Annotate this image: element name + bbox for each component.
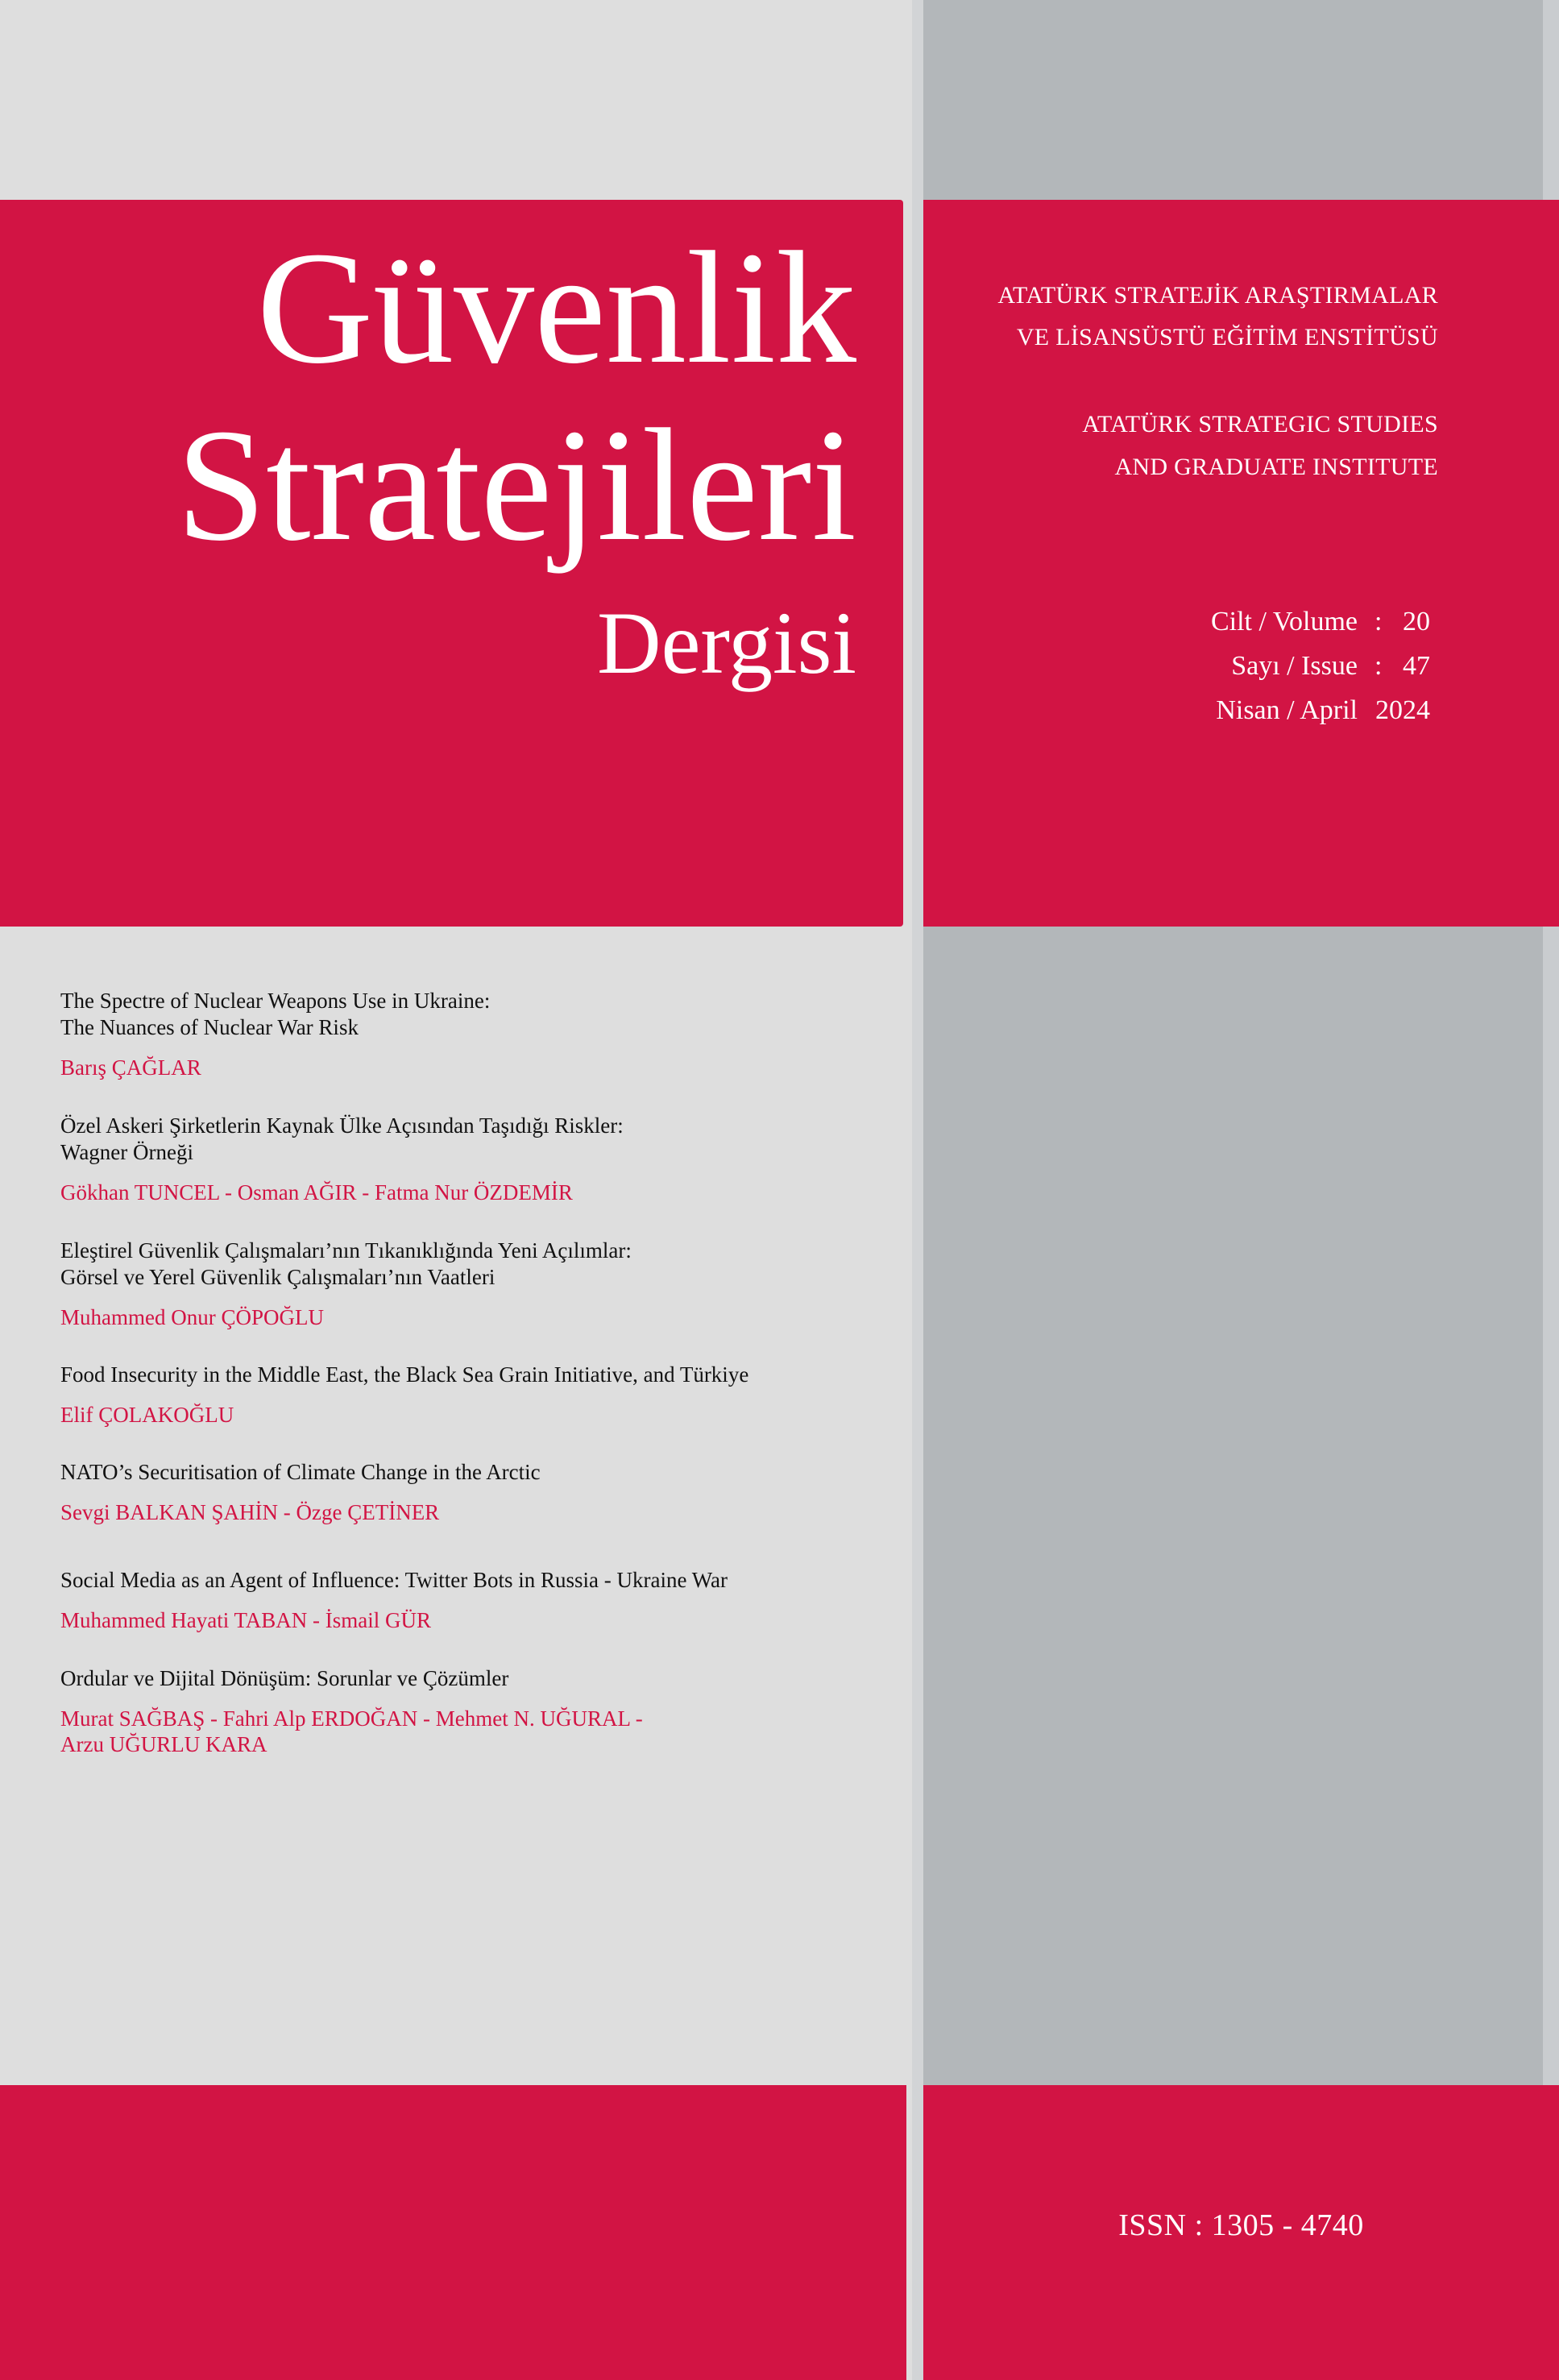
volume-label: Cilt / Volume <box>1210 607 1358 636</box>
article-7-authors-line-1: Murat SAĞBAŞ - Fahri Alp ERDOĞAN - Mehmet N. UĞURAL - <box>60 1706 643 1731</box>
article-6-authors: Muhammed Hayati TABAN - İsmail GÜR <box>60 1608 432 1632</box>
article-3-title-line-2: Görsel ve Yerel Güvenlik Çalışmaları’nın Vaatleri <box>60 1265 495 1289</box>
article-3-authors: Muhammed Onur ÇÖPOĞLU <box>60 1305 324 1329</box>
article-1-authors: Barış ÇAĞLAR <box>60 1055 201 1080</box>
article-4-authors: Elif ÇOLAKOĞLU <box>60 1403 234 1427</box>
institute-name-en-line-1: ATATÜRK STRATEGIC STUDIES <box>1082 411 1438 437</box>
journal-title-line-2: Stratejileri <box>176 396 856 574</box>
article-7-title: Ordular ve Dijital Dönüşüm: Sorunlar ve Çözümler <box>60 1666 509 1690</box>
article-1-title-line-2: The Nuances of Nuclear War Risk <box>60 1015 359 1039</box>
issn-number: ISSN : 1305 - 4740 <box>1118 2208 1364 2242</box>
volume-separator: : <box>1374 607 1383 636</box>
issue-info-table <box>923 200 1559 927</box>
bottom-left-panel <box>0 2085 906 2380</box>
issue-separator: : <box>1374 651 1383 681</box>
issue-value: 47 <box>1403 651 1430 681</box>
issue-label: Sayı / Issue <box>1231 651 1358 681</box>
article-6-title: Social Media as an Agent of Influence: Twitter Bots in Russia - Ukraine War <box>60 1568 728 1592</box>
date-label: Nisan / April <box>1216 695 1358 725</box>
bottom-right-panel <box>923 2085 1559 2380</box>
article-7-authors-line-2: Arzu UĞURLU KARA <box>60 1732 267 1756</box>
date-value: 2024 <box>1375 695 1430 725</box>
institute-info-panel <box>923 200 1559 927</box>
article-1-title-line-1: The Spectre of Nuclear Weapons Use in Ukraine: <box>60 989 491 1013</box>
journal-title-line-3: Dergisi <box>597 594 856 692</box>
institute-name-tr-line-1: ATATÜRK STRATEJİK ARAŞTIRMALAR <box>997 282 1438 309</box>
institute-name-tr-line-2: VE LİSANSÜSTÜ EĞİTİM ENSTİTÜSÜ <box>1016 324 1438 350</box>
volume-value: 20 <box>1403 607 1430 636</box>
article-2-title-line-1: Özel Askeri Şirketlerin Kaynak Ülke Açısından Taşıdığı Riskler: <box>60 1113 624 1138</box>
article-2-title-line-2: Wagner Örneği <box>60 1140 194 1164</box>
institute-name-en-line-2: AND GRADUATE INSTITUTE <box>1114 454 1438 480</box>
article-5-title: NATO’s Securitisation of Climate Change in the Arctic <box>60 1460 541 1484</box>
journal-title-line-1: Güvenlik <box>256 219 856 397</box>
article-3-title-line-1: Eleştirel Güvenlik Çalışmaları’nın Tıkanıklığında Yeni Açılımlar: <box>60 1238 632 1263</box>
article-2-authors: Gökhan TUNCEL - Osman AĞIR - Fatma Nur ÖZDEMİR <box>60 1180 573 1205</box>
column-divider <box>912 0 923 2380</box>
article-4-title: Food Insecurity in the Middle East, the Black Sea Grain Initiative, and Türkiye <box>60 1362 749 1387</box>
article-5-authors: Sevgi BALKAN ŞAHİN - Özge ÇETİNER <box>60 1500 440 1524</box>
